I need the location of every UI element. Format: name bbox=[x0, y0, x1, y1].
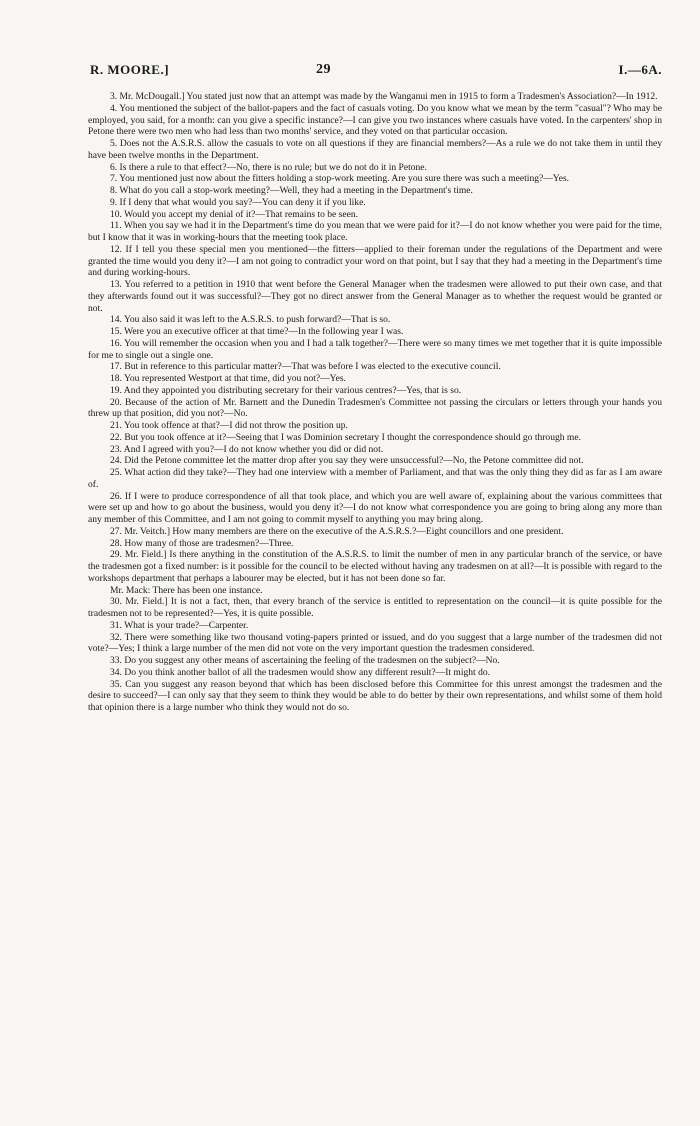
paragraph: 28. How many of those are tradesmen?—Three. bbox=[110, 537, 294, 549]
paragraph: 34. Do you think another ballot of all the tradesmen would show any different result?—It might do. bbox=[110, 666, 491, 678]
paragraph: 5. Does not the A.S.R.S. allow the casuals to vote on all questions if they are financial members?—As a rule we do not take them in until they have been twelve months in the Department. bbox=[88, 138, 662, 161]
paragraph: 27. Mr. Veitch.] How many members are there on the executive of the A.S.R.S.?—Eight councillors and one president. bbox=[110, 525, 564, 537]
paragraph: 4. You mentioned the subject of the ballot-papers and the fact of casuals voting. Do you know what we mean by the term "casual"? Who may be employed, you said, for a month: can you give a specific instance?—I can give you two instances where casuals have voted. In the carpenters' shop in Petone there were two men who had less than two months' service, and they voted on that particular occasion. bbox=[88, 102, 662, 138]
paragraph: 12. If I tell you these special men you mentioned—the fitters—applied to their foreman under the regulations of the Department and were granted the time would you deny it?—I am not going to contradict your word on that point, but I say that they had a meeting in the Department's time and during working-hours. bbox=[88, 243, 662, 279]
paragraph: 20. Because of the action of Mr. Barnett and the Dunedin Tradesmen's Committee not passing the circulars or letters through your hands you threw up that position, did you not?—No. bbox=[88, 396, 662, 420]
paragraph: 13. You referred to a petition in 1910 that went before the General Manager when the tradesmen were allowed to put their own case, and that they afterwards found out it was successful?—They got no direct answer from the General Manager as to whether the request would be granted or not. bbox=[88, 279, 662, 314]
document-reference: I.—6A. bbox=[618, 62, 662, 77]
paragraph: 19. And they appointed you distributing secretary for their various centres?—Yes, that is so. bbox=[110, 384, 462, 396]
paragraph: 24. Did the Petone committee let the matter drop after you say they were unsuccessful?—No, the Petone committee did not. bbox=[110, 455, 584, 467]
paragraph: 7. You mentioned just now about the fitters holding a stop-work meeting. Are you sure there was such a meeting?—Yes. bbox=[110, 173, 570, 185]
witness-name: R. MOORE.] bbox=[90, 62, 170, 77]
paragraph: 3. Mr. McDougall.] You stated just now that an attempt was made by the Wanganui men in 1915 to form a Tradesmen's Association?—In 1912. bbox=[110, 91, 658, 102]
paragraph: 22. But you took offence at it?—Seeing that I was Dominion secretary I thought the correspondence should go through me. bbox=[110, 431, 581, 443]
paragraph: 17. But in reference to this particular matter?—That was before I was elected to the executive council. bbox=[110, 361, 501, 373]
paragraph: 31. What is your trade?—Carpenter. bbox=[110, 619, 249, 631]
paragraph: 16. You will remember the occasion when you and I had a talk together?—There were so many times we met together that it is quite impossible for me to single out a single one. bbox=[88, 337, 662, 361]
paragraph: 15. Were you an executive officer at that time?—In the following year I was. bbox=[110, 326, 404, 337]
paragraph: 25. What action did they take?—They had one interview with a member of Parliament, and that was the only thing they did as far as I am aware of. bbox=[88, 467, 662, 490]
paragraph: 29. Mr. Field.] Is there anything in the constitution of the A.S.R.S. to limit the number of men in any particular branch of the service, or have the tradesmen got a fixed number: is it possible for the council to be elected without having any tradesmen on at all?—It is possible with regard to the workshops department that perhaps a labourer may be elected, but it has not been done so far. bbox=[88, 549, 662, 584]
evidence-text bbox=[88, 91, 662, 714]
paragraph: 6. Is there a rule to that effect?—No, there is no rule; but we do not do it in Petone. bbox=[110, 161, 427, 173]
paragraph: 32. There were something like two thousand voting-papers printed or issued, and do you suggest that a large number of the tradesmen did not vote?—Yes; I think a large number of the men did not vote on the very important question the tradesmen considered. bbox=[88, 631, 662, 655]
paragraph: 9. If I deny that what would you say?—You can deny it if you like. bbox=[110, 196, 366, 208]
paragraph: 23. And I agreed with you?—I do not know whether you did or did not. bbox=[110, 443, 384, 455]
paragraph: Mr. Mack: There has been one instance. bbox=[110, 584, 263, 596]
paragraph: 21. You took offence at that?—I did not throw the position up. bbox=[110, 420, 348, 431]
paragraph: 30. Mr. Field.] It is not a fact, then, that every branch of the service is entitled to representation on the council—it is quite possible for the tradesmen not to be represented?—Yes, it is quite possible. bbox=[88, 596, 662, 619]
page-header bbox=[90, 62, 662, 84]
paragraph: 10. Would you accept my denial of it?—That remains to be seen. bbox=[110, 208, 358, 220]
paragraph: 8. What do you call a stop-work meeting?—Well, they had a meeting in the Department's time. bbox=[110, 185, 473, 196]
paragraph: 18. You represented Westport at that time, did you not?—Yes. bbox=[110, 373, 346, 384]
paragraph: 35. Can you suggest any reason beyond that which has been disclosed before this Committee for this unrest amongst the tradesmen and the desire to succeed?—I can only say that they seem to think they would be able to do better by their own representations, and whilst some of them hold that opinion there is a large number who think they would not do so. bbox=[88, 678, 662, 713]
paragraph: 33. Do you suggest any other means of ascertaining the feeling of the tradesmen on the subject?—No. bbox=[110, 655, 500, 666]
paragraph: 14. You also said it was left to the A.S.R.S. to push forward?—That is so. bbox=[110, 314, 391, 326]
paragraph: 11. When you say we had it in the Department's time do you mean that we were paid for it?—I do not know whether you were paid for the time, but I know that it was in working-hours that the meeting took place. bbox=[88, 220, 662, 243]
paragraph: 26. If I were to produce correspondence of all that took place, and which you are well aware of, explaining about the various committees that were set up and how to go about the business, would you deny it?—I do not know what correspondence you are going to bring along any more than any member of this Committee, and I am not going to commit myself to anything you may bring along. bbox=[88, 490, 662, 525]
page-number: 29 bbox=[316, 62, 331, 77]
